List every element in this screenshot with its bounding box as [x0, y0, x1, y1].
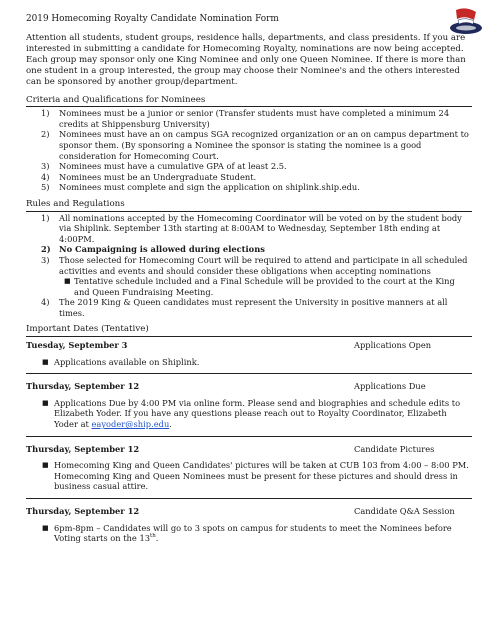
date-row: [26, 444, 472, 455]
date-bullets: [26, 523, 472, 544]
rules-list: [26, 213, 472, 277]
bullet-icon: ■: [64, 277, 71, 286]
list-item: 2) No Campaigning is allowed during elections: [41, 244, 265, 255]
criteria-heading: Criteria and Qualifications for Nominees: [26, 95, 472, 108]
divider: [26, 498, 472, 499]
event-label: Candidate Pictures: [354, 443, 435, 454]
form-title: 2019 Homecoming Royalty Candidate Nomination Form: [26, 14, 279, 24]
list-item: 4) Nominees must be an Undergraduate Student.: [41, 171, 257, 182]
list-item: ■ Homecoming King and Queen Candidates' pictures will be taken at CUB 103 from 4:00 – 8:00 PM. Homecoming King and Queen Nominees must be present for these pictures and should dress in business casual attire.: [42, 460, 469, 492]
dates-heading: Important Dates (Tentative): [26, 324, 472, 337]
date-label: Tuesday, September 3: [26, 340, 128, 351]
event-label: Applications Due: [354, 381, 426, 392]
event-label: Applications Open: [354, 340, 432, 351]
divider: [26, 436, 472, 437]
list-item: 3) Nominees must have a cumulative GPA of at least 2.5.: [41, 161, 287, 172]
criteria-list: [26, 108, 472, 193]
rules-heading: Rules and Regulations: [26, 199, 472, 212]
list-item: 1) Nominees must be a junior or senior (Transfer students must have completed a minimum 24 credits at Shippensburg University): [41, 108, 450, 129]
event-label: Candidate Q&A Session: [354, 506, 455, 517]
list-item: 5) Nominees must complete and sign the application on shiplink.ship.edu.: [41, 182, 360, 193]
date-label: Thursday, September 12: [26, 443, 140, 454]
date-label: Thursday, September 12: [26, 506, 140, 517]
list-item: 4) The 2019 King & Queen candidates must represent the University in positive manners at all times.: [41, 297, 448, 318]
list-item: ■ Tentative schedule included and a Final Schedule will be provided to the court at the King and Queen Fundraising Meeting.: [64, 276, 455, 297]
email-link[interactable]: eayoder@ship.edu: [91, 419, 170, 430]
list-item: ■ Applications Due by 4:00 PM via online form. Please send and biographies and schedule edits to Elizabeth Yoder. If you have any questions please reach out to Royalty Coordinator, Elizabeth Yoder at eayoder@ship.edu.: [42, 397, 461, 430]
date-row: [26, 506, 472, 517]
date-bullets: [26, 398, 472, 430]
intro-paragraph: Attention all students, student groups, residence halls, departments, and class presidents. If you are interested in submitting a candidate for Homecoming Royalty, nominations are now being accepted. Each group may sponsor only one King Nominee and only one Queen Nominee. If there is more than one student in a group interested, the group may choose their Nominee's and the others interested can be sponsored by another group/department.: [26, 32, 466, 88]
date-bullets: [26, 357, 472, 368]
list-item: ■ Applications available on Shiplink.: [42, 356, 200, 367]
bullet-icon: ■: [42, 523, 49, 532]
date-bullets: [26, 460, 472, 492]
bullet-icon: ■: [42, 461, 49, 470]
list-item: 3) Those selected for Homecoming Court will be required to attend and participate in all scheduled activities and events and should consider these obligations when accepting nominations: [41, 254, 468, 276]
list-item: ■ 6pm-8pm – Candidates will go to 3 spots on campus for students to meet the Nominees before Voting starts on the 13th.: [42, 522, 452, 544]
bullet-icon: ■: [42, 398, 49, 407]
list-item: 1) All nominations accepted by the Homecoming Coordinator will be voted on by the student body via Shiplink. September 13th starting at 8:00AM to Wednesday, September 18th ending at 4:00PM.: [41, 212, 462, 244]
document-body: [26, 14, 472, 544]
divider: [26, 373, 472, 374]
date-row: [26, 381, 472, 392]
bullet-icon: ■: [42, 357, 49, 366]
date-label: Thursday, September 12: [26, 381, 140, 392]
rules-sub-list: [26, 276, 472, 297]
date-row: [26, 340, 472, 351]
rules-list-cont: [26, 297, 472, 318]
list-item: 2) Nominees must have an on campus SGA recognized organization or an on campus department to sponsor them. (By sponsoring a Nominee the sponsor is stating the nominee is a good consideration for Homecoming Court.: [41, 129, 469, 161]
